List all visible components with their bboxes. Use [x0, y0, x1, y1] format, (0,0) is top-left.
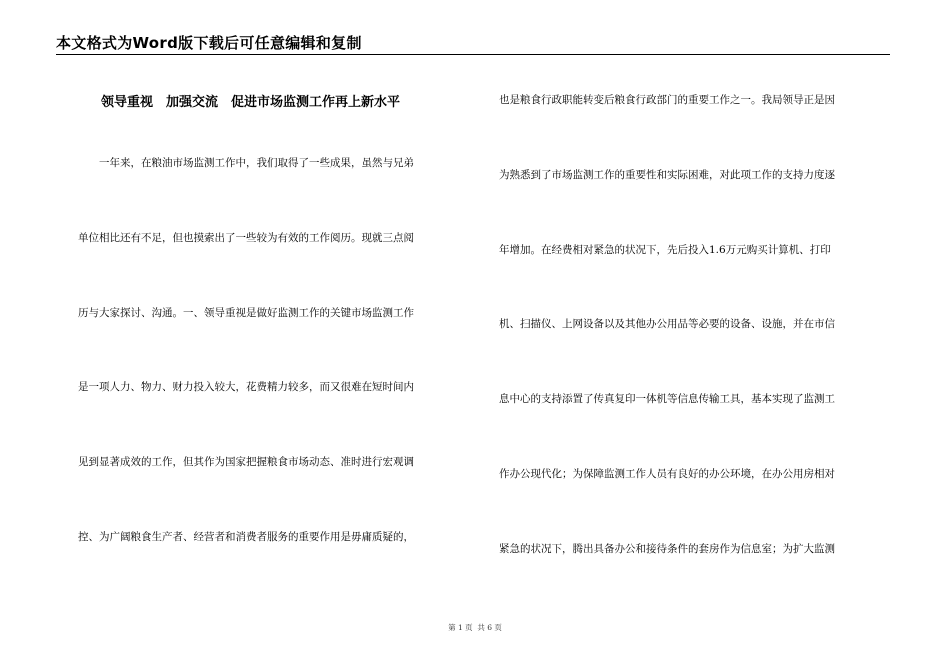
text-line: 控、为广阔粮食生产者、经营者和消费者服务的重要作用是毋庸质疑的，	[78, 531, 414, 543]
text-line: 历与大家探讨、沟通。一、领导重视是做好监测工作的关键市场监测工作	[78, 307, 414, 319]
text-line: 是一项人力、物力、财力投入较大，花费精力较多，而又很难在短时间内	[78, 381, 414, 393]
document-banner: 本文格式为Word版下载后可任意编辑和复制	[56, 34, 362, 52]
text-line: 见到显著成效的工作，但其作为国家把握粮食市场动态、准时进行宏观调	[78, 456, 414, 468]
text-line: 单位相比还有不足，但也摸索出了一些较为有效的工作阅历。现就三点阅	[78, 232, 414, 244]
text-line: 紧急的状况下，腾出具备办公和接待条件的套房作为信息室；为扩大监测	[499, 543, 835, 555]
text-line: 机、扫描仪、上网设备以及其他办公用品等必要的设备、设施，并在市信	[499, 318, 835, 330]
text-line: 息中心的支持添置了传真复印一体机等信息传输工具，基本实现了监测工	[499, 393, 835, 405]
document-title: 领导重视 加强交流 促进市场监测工作再上新水平	[101, 95, 401, 110]
text-line: 作办公现代化；为保障监测工作人员有良好的办公环境，在办公用房相对	[499, 468, 835, 480]
text-line: 年增加。在经费相对紧急的状况下，先后投入1.6万元购买计算机、打印	[499, 244, 831, 256]
text-line: 也是粮食行政职能转变后粮食行政部门的重要工作之一。我局领导正是因	[499, 94, 835, 106]
header-divider	[56, 54, 890, 55]
text-line: 一年来，在粮油市场监测工作中，我们取得了一些成果，虽然与兄弟	[99, 157, 414, 169]
text-line: 为熟悉到了市场监测工作的重要性和实际困难，对此项工作的支持力度逐	[499, 169, 835, 181]
page-number: 第 1 页 共 6 页	[448, 623, 502, 632]
